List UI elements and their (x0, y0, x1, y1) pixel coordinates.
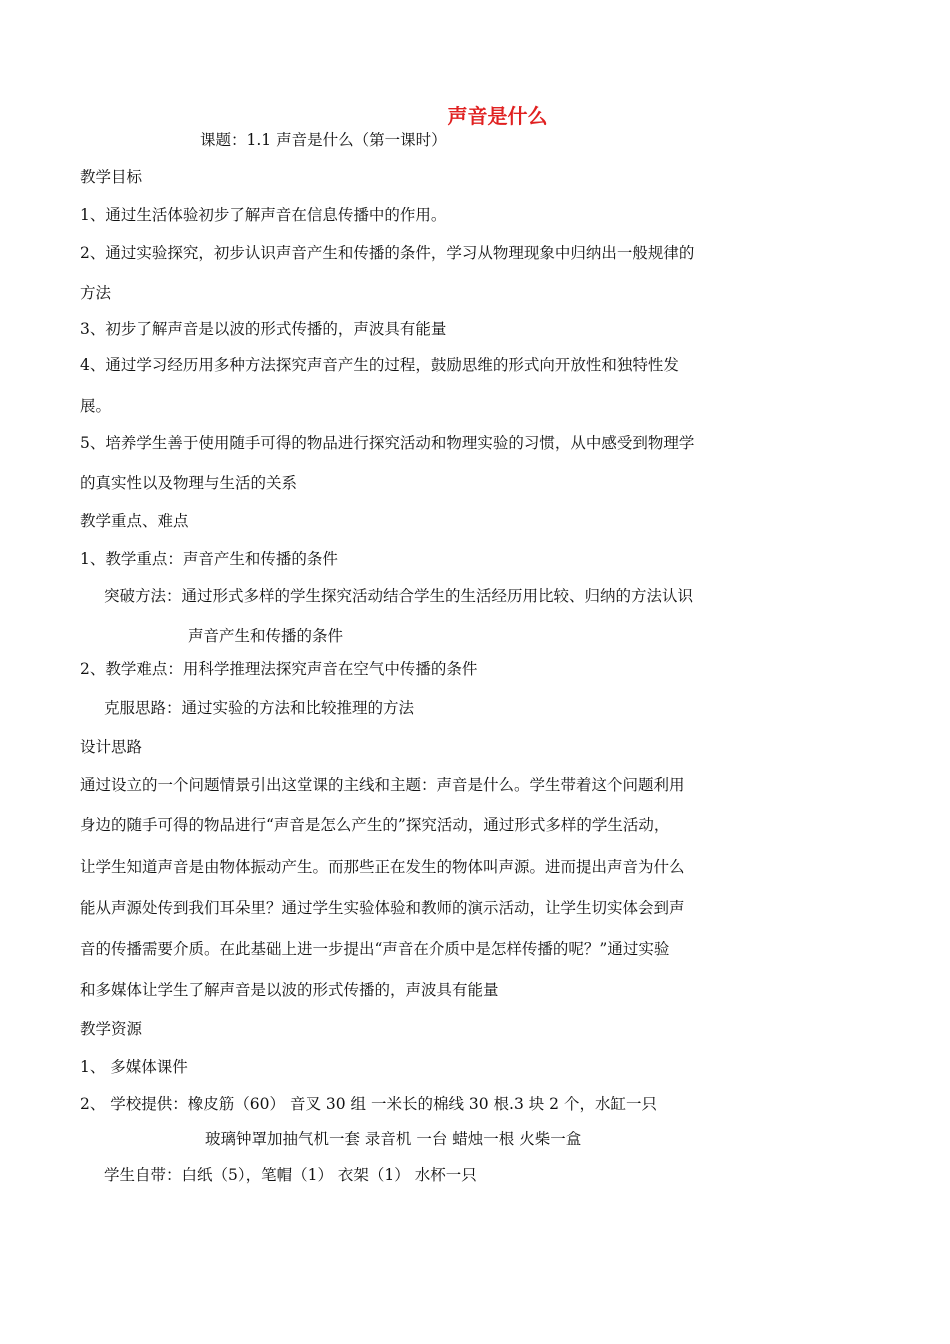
key-point-focus: 1、教学重点：声音产生和传播的条件 (80, 550, 338, 568)
design-line-5: 音的传播需要介质。在此基础上进一步提出“声音在介质中是怎样传播的呢？”通过实验 (80, 940, 670, 958)
section-heading-resources: 教学资源 (80, 1020, 143, 1038)
section-heading-goals: 教学目标 (80, 168, 143, 186)
goal-item-2-cont: 方法 (80, 284, 112, 302)
section-heading-key-points: 教学重点、难点 (80, 512, 189, 530)
goal-item-4-cont: 展。 (80, 397, 112, 415)
goal-item-4: 4、通过学习经历用多种方法探究声音产生的过程，鼓励思维的形式向开放性和独特性发 (80, 356, 679, 374)
resource-item-2: 2、 学校提供：橡皮筋（60） 音叉 30 组 一米长的棉线 30 根.3 块 2 个，水缸一只 (80, 1095, 657, 1113)
goal-item-3: 3、初步了解声音是以波的形式传播的，声波具有能量 (80, 320, 447, 338)
goal-item-2: 2、通过实验探究，初步认识声音产生和传播的条件，学习从物理现象中归纳出一般规律的 (80, 244, 695, 262)
key-point-method-cont: 声音产生和传播的条件 (188, 627, 344, 645)
key-point-approach: 克服思路：通过实验的方法和比较推理的方法 (104, 699, 415, 717)
resource-student-items: 学生自带：白纸（5），笔帽（1） 衣架（1） 水杯一只 (104, 1166, 477, 1184)
design-line-2: 身边的随手可得的物品进行“声音是怎么产生的”探究活动，通过形式多样的学生活动， (80, 816, 670, 834)
design-line-3: 让学生知道声音是由物体振动产生。而那些正在发生的物体叫声源。进而提出声音为什么 (80, 858, 685, 876)
design-line-4: 能从声源处传到我们耳朵里？通过学生实验体验和教师的演示活动，让学生切实体会到声 (80, 899, 685, 917)
goal-item-5-cont: 的真实性以及物理与生活的关系 (80, 474, 298, 492)
document-title: 声音是什么 (447, 104, 548, 128)
design-line-6: 和多媒体让学生了解声音是以波的形式传播的，声波具有能量 (80, 981, 499, 999)
goal-item-1: 1、通过生活体验初步了解声音在信息传播中的作用。 (80, 206, 447, 224)
section-heading-design: 设计思路 (80, 738, 143, 756)
goal-item-5: 5、培养学生善于使用随手可得的物品进行探究活动和物理实验的习惯，从中感受到物理学 (80, 434, 695, 452)
resource-item-1: 1、 多媒体课件 (80, 1058, 188, 1076)
key-point-method: 突破方法：通过形式多样的学生探究活动结合学生的生活经历用比较、归纳的方法认识 (104, 587, 694, 605)
resource-item-2-cont: 玻璃钟罩加抽气机一套 录音机 一台 蜡烛一根 火柴一盒 (205, 1130, 582, 1148)
key-point-difficulty: 2、教学难点：用科学推理法探究声音在空气中传播的条件 (80, 660, 478, 678)
lesson-subtitle: 课题：1.1 声音是什么（第一课时） (200, 131, 447, 149)
design-line-1: 通过设立的一个问题情景引出这堂课的主线和主题：声音是什么。学生带着这个问题利用 (80, 776, 685, 794)
